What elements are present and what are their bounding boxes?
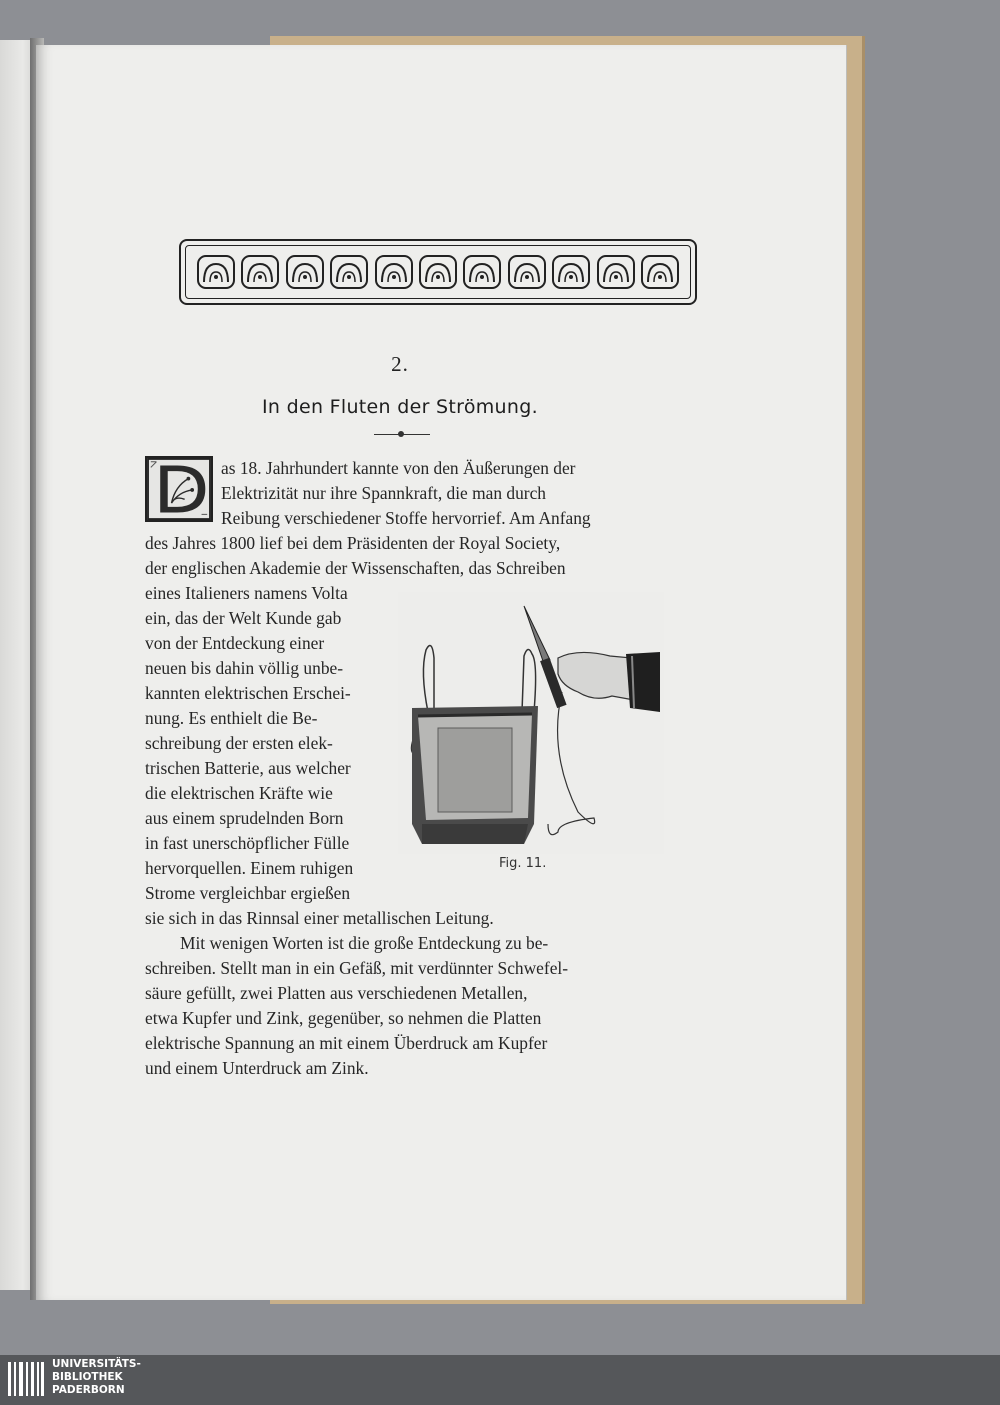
body-line: as 18. Jahrhundert kannte von den Äußerungen der	[221, 458, 576, 478]
body-line: der englischen Akademie der Wissenschaften, das Schreiben	[145, 558, 566, 578]
library-name-line3: PADERBORN	[52, 1384, 125, 1396]
library-barcode-logo-icon	[8, 1358, 46, 1400]
ornament-motif-icon	[551, 252, 591, 292]
ornament-motif-icon	[196, 252, 236, 292]
body-line: Elektrizität nur ihre Spannkraft, die man durch	[221, 483, 546, 503]
body-line: die elektrischen Kräfte wie	[145, 783, 333, 803]
body-line: kannten elektrischen Erschei-	[145, 683, 351, 703]
ornament-motif-icon	[374, 252, 414, 292]
ornament-motif-icon	[462, 252, 502, 292]
library-footer	[0, 1355, 1000, 1405]
library-name	[52, 1358, 141, 1397]
body-line: neuen bis dahin völlig unbe-	[145, 658, 344, 678]
library-name-line2: BIBLIOTHEK	[52, 1371, 123, 1383]
body-line: schreibung der ersten elek-	[145, 733, 333, 753]
ornament-row	[185, 245, 691, 299]
body-line: sie sich in das Rinnsal einer metallischen Leitung.	[145, 908, 494, 928]
ornament-motif-icon	[285, 252, 325, 292]
body-line: des Jahres 1800 lief bei dem Präsidenten der Royal Society,	[145, 533, 561, 553]
drop-cap-d-icon	[145, 456, 213, 522]
ornament-motif-icon	[507, 252, 547, 292]
body-line: elektrische Spannung an mit einem Überdruck am Kupfer	[145, 1033, 548, 1053]
body-line: schreiben. Stellt man in ein Gefäß, mit verdünnter Schwefel-	[145, 958, 569, 978]
battery-illustration	[398, 592, 664, 854]
body-line: eines Italieners namens Volta	[145, 583, 348, 603]
ornament-motif-icon	[329, 252, 369, 292]
body-line: nung. Es enthielt die Be-	[145, 708, 318, 728]
chapter-number: 2.	[391, 352, 409, 376]
body-line: säure gefüllt, zwei Platten aus verschiedenen Metallen,	[145, 983, 528, 1003]
body-line: Reibung verschiedener Stoffe hervorrief. Am Anfang	[221, 508, 591, 528]
library-name-line1: UNIVERSITÄTS-	[52, 1358, 141, 1370]
body-line: Strome vergleichbar ergießen	[145, 883, 351, 903]
body-line: von der Entdeckung einer	[145, 633, 325, 653]
ornament-motif-icon	[596, 252, 636, 292]
body-line: Mit wenigen Worten ist die große Entdeckung zu be-	[180, 933, 549, 953]
body-line: und einem Unterdruck am Zink.	[145, 1058, 369, 1078]
body-line: aus einem sprudelnden Born	[145, 808, 344, 828]
body-line: hervorquellen. Einem ruhigen	[145, 858, 354, 878]
chapter-title: In den Fluten der Strömung.	[262, 396, 538, 418]
ornament-motif-icon	[418, 252, 458, 292]
body-line: ein, das der Welt Kunde gab	[145, 608, 342, 628]
figure-caption: Fig. 11.	[499, 856, 547, 871]
title-divider-dot	[398, 431, 404, 437]
ornament-motif-icon	[240, 252, 280, 292]
body-line: trischen Batterie, aus welcher	[145, 758, 351, 778]
ornament-motif-icon	[640, 252, 680, 292]
decorative-header-band	[179, 239, 697, 305]
body-line: in fast unerschöpflicher Fülle	[145, 833, 350, 853]
body-line: etwa Kupfer und Zink, gegenüber, so nehmen die Platten	[145, 1008, 542, 1028]
